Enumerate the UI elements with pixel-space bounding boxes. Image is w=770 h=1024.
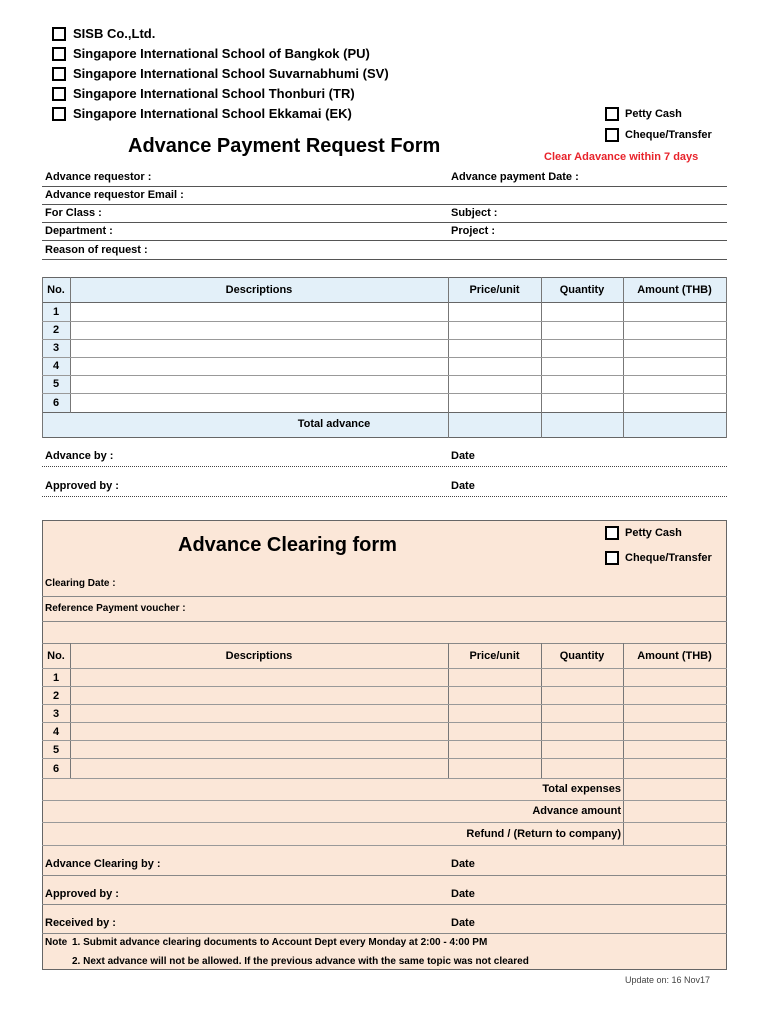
advance-amount-label: Advance amount	[532, 805, 621, 817]
entity-checkbox-pu[interactable]	[52, 47, 66, 61]
table-row: 6	[52, 763, 60, 775]
request-th-desc: Descriptions	[225, 284, 293, 296]
divider	[42, 222, 727, 223]
clear-advance-note: Clear Adavance within 7 days	[544, 151, 699, 163]
entity-label-tr: Singapore International School Thonburi (TR)	[73, 86, 355, 101]
clearing-date-label: Clearing Date :	[45, 578, 116, 589]
request-title: Advance Payment Request Form	[128, 135, 441, 157]
table-row: 5	[52, 744, 60, 756]
clearing-cheque-label: Cheque/Transfer	[625, 552, 712, 564]
note-label: Note	[45, 937, 68, 948]
clearing-by-date-label: Date	[451, 858, 475, 870]
clearing-form	[42, 520, 727, 970]
payment-date-label: Advance payment Date :	[451, 171, 579, 183]
clearing-approved-date-label: Date	[451, 888, 475, 900]
request-th-qty: Quantity	[559, 284, 605, 296]
entity-label-sv: Singapore International School Suvarnabhumi (SV)	[73, 66, 389, 81]
advance-by-date-label: Date	[451, 450, 475, 462]
clearing-th-qty: Quantity	[559, 650, 605, 662]
received-by-label: Received by :	[45, 917, 116, 929]
table-row: 6	[52, 397, 60, 409]
note-item-1: 1. Submit advance clearing documents to Account Dept every Monday at 2:00 - 4:00 PM	[72, 937, 488, 948]
table-row: 2	[52, 324, 60, 336]
department-label: Department :	[45, 225, 113, 237]
clearing-petty-cash-checkbox[interactable]	[605, 526, 619, 540]
table-row: 4	[52, 360, 60, 372]
table-row: 4	[52, 726, 60, 738]
clearing-th-price: Price/unit	[469, 650, 520, 662]
email-label: Advance requestor Email :	[45, 189, 184, 201]
request-th-price: Price/unit	[469, 284, 520, 296]
clearing-approved-by-label: Approved by :	[45, 888, 119, 900]
request-th-amount: Amount (THB)	[637, 284, 712, 296]
entity-label-pu: Singapore International School of Bangkok (PU)	[73, 46, 370, 61]
divider	[42, 240, 727, 241]
clearing-th-amount: Amount (THB)	[637, 650, 712, 662]
update-date: Update on: 16 Nov17	[625, 975, 711, 985]
table-row: 3	[52, 342, 60, 354]
clearing-cheque-checkbox[interactable]	[605, 551, 619, 565]
for-class-label: For Class :	[45, 207, 102, 219]
entity-checkbox-sv[interactable]	[52, 67, 66, 81]
subject-label: Subject :	[451, 207, 498, 219]
divider	[42, 186, 727, 187]
request-petty-cash-checkbox[interactable]	[605, 107, 619, 121]
table-row: 3	[52, 708, 60, 720]
refund-label: Refund / (Return to company)	[466, 828, 621, 840]
requestor-label: Advance requestor :	[45, 171, 152, 183]
clearing-th-no: No.	[47, 650, 65, 662]
entity-checkbox-ek[interactable]	[52, 107, 66, 121]
entity-label-sisb: SISB Co.,Ltd.	[73, 26, 156, 41]
table-row: 2	[52, 690, 60, 702]
clearing-th-desc: Descriptions	[225, 650, 293, 662]
project-label: Project :	[451, 225, 496, 237]
total-advance-label: Total advance	[297, 418, 371, 430]
request-petty-cash-label: Petty Cash	[625, 108, 682, 120]
approved-by-label: Approved by :	[45, 480, 119, 492]
request-cheque-checkbox[interactable]	[605, 128, 619, 142]
reason-label: Reason of request :	[45, 244, 148, 256]
request-cheque-label: Cheque/Transfer	[625, 129, 712, 141]
request-th-no: No.	[47, 284, 65, 296]
table-row: 1	[52, 306, 60, 318]
table-row: 5	[52, 378, 60, 390]
clearing-title: Advance Clearing form	[178, 534, 397, 556]
entity-checkbox-sisb[interactable]	[52, 27, 66, 41]
total-expenses-label: Total expenses	[542, 783, 621, 795]
entity-label-ek: Singapore International School Ekkamai (EK)	[73, 106, 352, 121]
note-item-2: 2. Next advance will not be allowed. If the previous advance with the same topic was not cleared	[72, 956, 529, 967]
entity-checkbox-tr[interactable]	[52, 87, 66, 101]
reference-label: Reference Payment voucher :	[45, 603, 186, 614]
divider	[42, 259, 727, 260]
received-by-date-label: Date	[451, 917, 475, 929]
divider	[42, 204, 727, 205]
clearing-petty-cash-label: Petty Cash	[625, 527, 682, 539]
clearing-by-label: Advance Clearing by :	[45, 858, 161, 870]
table-row: 1	[52, 672, 60, 684]
advance-by-label: Advance by :	[45, 450, 114, 462]
approved-by-date-label: Date	[451, 480, 475, 492]
